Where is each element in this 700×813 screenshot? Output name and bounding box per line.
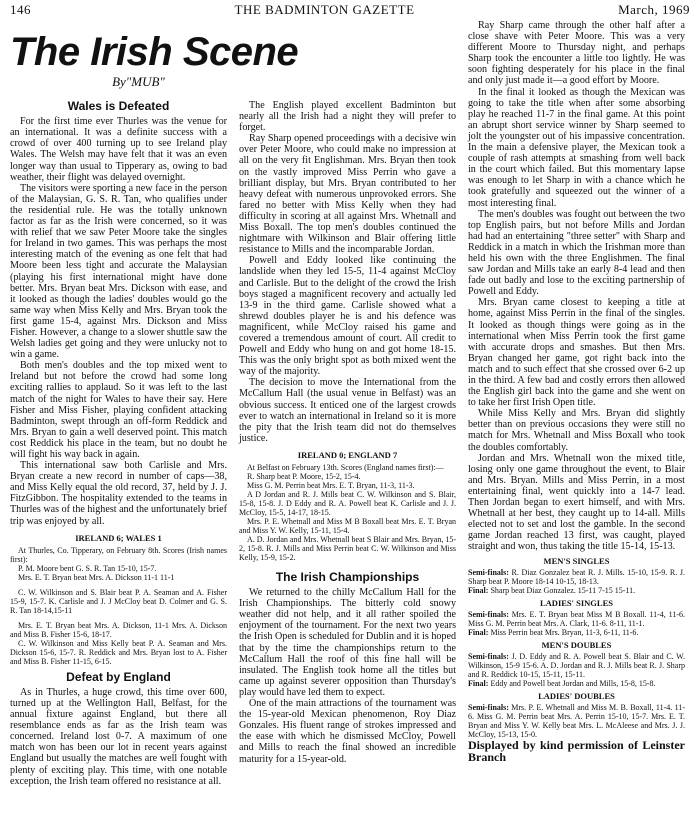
running-header: [10, 0, 690, 20]
section-heading-wales: Wales is Defeated: [67, 99, 170, 114]
column-middle: [239, 20, 456, 813]
credit-line: Displayed by kind permission of Leinster Branch: [468, 737, 685, 764]
column-right: [468, 20, 685, 813]
result-line: A. D. Jordan and Mrs. Whetnall beat S Blair and Mrs. Bryan, 15-2, 15-8. R. J. Mills and Miss Perrin beat C. W. Wilkinson and Miss Kelly, 15-9, 15-2.: [239, 535, 456, 562]
publication-name: THE BADMINTON GAZETTE: [234, 2, 415, 17]
score-heading: IRELAND 6; WALES 1: [75, 532, 162, 543]
paragraph: The visitors were sporting a new face in the person of the Malaysian, G. S. R. Tan, who qualifies under the residential rule. He was the totally unknown factor as far as the Irish were concerned, so it was with relief that we saw Peter Moore take the singles for Ireland in two games. This was perhaps the most interesting match of the evening as one felt that had Moore been less tight and accurate the Malaysian (playing his first international might have done better. Mrs. Bryan beat Mrs. Dickson with ease, and it looked as though the ladies' doubles would go the same way when Miss Kelly and Mrs. Bryan took the first game 15-4, against Mrs. Dickson and Miss Fisher. However, a change to a slower shuttle saw the Welsh ladies get going and they were unlucky not to win a game.: [10, 182, 227, 361]
issue-date: March, 1969: [618, 2, 690, 17]
result-line: Semi-finals: Mrs. E. T. Bryan beat Miss M B Boxall. 11-4, 11-6. Miss G. M. Perrin beat Mrs. A. Clark, 11-6. 8-11, 11-1.: [468, 609, 685, 628]
result-line: Semi-finals: Mrs. P. E. Whetnall and Miss M. B. Boxall, 11-4. 11-6. Miss G. M. Perrin beat Mrs. A. Perrin 15-10, 15-7. Mrs. E. T. Bryan and Miss Y. W. Kelly beat Mrs. L. McAleese and Mrs. J. J. McCloy, 15-13, 15-0.: [468, 702, 685, 739]
result-line: At Belfast on February 13th. Scores (England names first):—: [247, 463, 444, 472]
result-line: C. W. Wilkinson and S. Blair beat P. A. Seaman and A. Fisher 15-9, 15-7. K. Carlisle and J. J McCloy beat D. Colmer and G. S. R. Tan 18-14,15-11: [10, 587, 227, 615]
result-line: Mrs. E. T. Bryan beat Mrs. A. Dickson 11-1 11-1: [18, 572, 175, 582]
result-line: At Thurles, Co. Tipperary, on February 8th. Scores (Irish names first):: [10, 545, 227, 564]
paragraph: While Miss Kelly and Mrs. Bryan did slightly better than on previous occasions they were still no match for Mrs. Whetnall and Miss Boxall who took the doubles comfortably.: [468, 408, 685, 453]
paragraph: One of the main attractions of the tournament was the 15-year-old Mexican phenomenon, Roy Diaz Gonzales. His fluent range of strokes impressed and the ease with which he dismissed McCloy, Powell and Mills to reach the final showed an incredible maturity for a 15-year-old.: [239, 698, 456, 765]
paragraph: Mrs. Bryan came closest to keeping a title at home, against Miss Perrin in the final of the singles. It looked as though things were going as in the international when Miss Perrin took the first game with accurate drops and smashes. But then Mrs. Bryan changed her game, got right back into the match and to such effect that she crossed over 6-2 up in the third. A few bad and costly errors then allowed the English girl back into the game and she went on to take her first Irish Open title.: [468, 297, 685, 409]
paragraph: Ray Sharp opened proceedings with a decisive win over Peter Moore, who could make no impression at all on the very fit Englishman. Mrs. Bryan then took on the vastly improved Miss Perrin who gave a brilliant display, but Mrs. Bryan contributed to her heavy defeat with numerous unprovoked errors. She fared no better with Miss Kelly when they had difficulty in scoring at all against Mrs. Whetnall and Miss Boxall. The top men's doubles continued the nightmare with Wilkinson and Blair offering little resistance to Mills and the incomparable Jordan.: [239, 133, 456, 256]
paragraph: In the final it looked as though the Mexican was going to take the title when after some absorbing play he reached 11-7 in the final game. At this point an abrupt short service winner by Sharp seemed to jolt the youngster out of his impassive concentration. In the main a defensive player, the Mexican took a couple of rash attempts at smashing from well back in the court which failed. But this momentary lapse was enough to let Sharp in with a chance which he took gratefully and squeezed out the winner of a most interesting final.: [468, 86, 685, 209]
article-title: The Irish Scene: [10, 30, 299, 74]
paragraph: Both men's doubles and the top mixed went to Ireland but not before the crowd had some long exciting rallies to applaud. So it was left to the last match of the night for Wales to have their say. Here Fisher and Miss Fisher, playing confident attacking Badminton, swept through an off-form Reddick and Mrs. Bryan to gain a well deserved point. This match cost Reddick his place in the team, but no doubt he will fight his way back in again.: [10, 360, 227, 460]
championship-results: [468, 556, 685, 739]
paragraph: We returned to the chilly McCallum Hall for the Irish Championships. The bitterly cold snowy weather did not help, and it all rather spoiled the enjoyment of the tournament. For the next two years the Irish Open is scheduled for Dublin and it is hoped that by the time the championships return to the McCallum Hall the roof of this fine hall will be insulated. The English took home all the titles but came up against severer opposition than Thursday's play would have led them to expect.: [239, 587, 456, 698]
result-line: Semi-finals: J. D. Eddy and R. A. Powell beat S. Blair and C. W. Wilkinson, 15-9 15-6. A. D. Jordan and R. J. Mills beat R. J. Sharp and R. Reddick 10-15, 15-11, 15-11.: [468, 651, 686, 679]
article-columns: [10, 20, 690, 813]
paragraph: The men's doubles was fought out between the two top English pairs, but not before Mills and Jordan had had an entertaining "three setter" with Sharp and Reddick in a match in which the Irishman more than held his own with the three Englishmen. The final saw Jordan and Mills take an early 8-4 lead and then fade out badly and lose to the exciting partnership of Powell and Eddy.: [468, 208, 685, 298]
result-line: Miss G. M. Perrin beat Mrs. E. T. Bryan, 11-3, 11-3.: [247, 481, 415, 490]
column-left: [10, 20, 299, 813]
paragraph: Ray Sharp came through the other half after a close shave with Peter Moore. This was a very different Moore to Thursday night, and perhaps Sharp took the encounter a little too lightly. He was soon fighting desperately for his place in the final and only just made it—a good effort by Moore.: [468, 20, 685, 87]
result-line: Final: Sharp beat Diaz Gonzalez. 15-11 7-15 15-11.: [468, 585, 636, 595]
result-line: C. W. Wilkinson and Miss Kelly beat P. A. Seaman and Mrs. Dickson 15-6, 15-7. R. Reddick and Mrs. Bryan lost to A. Fisher and Miss B. Fisher 11-15, 6-15.: [10, 638, 227, 666]
paragraph: The decision to move the International from the McCallum Hall (the usual venue in Belfast) was an obvious success. It enticed one of the largest crowds ever to watch an international in Ireland so it is more the pity that the Irish team did not do themselves justice.: [239, 377, 456, 444]
event-heading: MEN'S DOUBLES: [541, 639, 612, 650]
score-heading: IRELAND 0; ENGLAND 7: [297, 449, 398, 460]
result-line: A D Jordan and R. J. Mills beat C. W. Wilkinson and S. Blair, 15-8, 15-8. J. D Eddy and R. A. Powell beat K. Carlisle and J. J. McCloy, 15-5, 14-17, 18-15.: [239, 490, 456, 517]
paragraph: This international saw both Carlisle and Mrs. Bryan create a new record in number of caps—38, and Miss Kelly equal the old record, 37, held by J. J. FitzGibbon. The hospitality extended to the teams in Thurles was of the highest and the unfortunately brief trip was enjoyed by all.: [10, 460, 227, 527]
event-heading: LADIES' DOUBLES: [538, 690, 615, 701]
match-results: [239, 463, 456, 562]
page-number: 146: [10, 2, 31, 17]
section-heading-championships: The Irish Championships: [275, 570, 420, 584]
paragraph: Jordan and Mrs. Whetnall won the mixed title, losing only one game throughout the event, to Blair and Mrs. Bryan. Mills and Miss Perrin, in a most entertaining final, went quickly into a 14-7 lead. Then Jordan began to exert himself, and with Mrs. Whetnall at her best, they caught up to 14-all. Mills elected not to set and lost the gamble. In the second game Jordan reached 13 first, was caught, played straight and won, thus taking the title 15-14, 15-13.: [468, 452, 685, 553]
event-heading: MEN'S SINGLES: [543, 555, 610, 566]
result-line: Mrs. E. T. Bryan beat Mrs. A. Dickson, 11-1 Mrs. A. Dickson and Miss B. Fisher 15-6, 18-17.: [10, 620, 227, 639]
result-line: Final: Eddy and Powell beat Jordan and Mills, 15-8, 15-8.: [468, 678, 656, 688]
paragraph: For the first time ever Thurles was the venue for an international. It was a definite success with a crowd of over 400 turning up to see Ireland play Wales. The Welsh may have felt that it was an even longer way than usual to Tipperary as, owing to bad weather, their flight was delayed overnight.: [10, 116, 227, 183]
match-results: [10, 546, 227, 666]
event-heading: LADIES' SINGLES: [540, 597, 613, 608]
paragraph: The English played excellent Badminton but nearly all the Irish had a night they will prefer to forget.: [239, 100, 456, 134]
result-line: Semi-finals: R. Diaz Gonzalez beat R. J. Mills. 15-10, 15-9. R. J. Sharp beat P. Moore 18-14 10-15, 18-13.: [468, 567, 685, 586]
result-line: Final: Miss Perrin beat Mrs. Bryan, 11-3, 6-11, 11-6.: [468, 627, 639, 637]
article-byline: By"MUB": [112, 74, 165, 89]
result-line: P. M. Moore bent G. S. R. Tan 15-10, 15-7.: [18, 563, 157, 573]
result-line: Mrs. P. E. Whetnall and Miss M B Boxall beat Mrs. E. T. Bryan and Miss Y. W. Kelly, 15-11, 15-4.: [239, 517, 456, 535]
paragraph: As in Thurles, a huge crowd, this time over 600, turned up at the Wellington Hall, Belfast, for the annual fixture against England, but there all resemblance ends as far as the Irish team was concerned. Ireland lost 0-7. A maximum of one match won has been our lot in recent years against England but usually the matches are well fought with plenty of exciting play. This time, with one notable exception, the Irish team offered no resistance at all.: [10, 686, 227, 787]
result-line: R. Sharp beat P. Moore, 15-2, 15-4.: [247, 472, 361, 481]
section-heading-england: Defeat by England: [66, 669, 171, 684]
paragraph: Powell and Eddy looked like continuing the landslide when they led 15-5, 11-4 against McCloy and Carlisle. But to the delight of the crowd the Irish boys staged a magnificent recovery and actually led 13-9 in the third game. Carlisle showed what a shrewd doubles player he is and his defence was magnificent, while McCloy raised his game and covered a tremendous amount of court. All credit to Powell and Eddy who hung on and got home 18-15. This was the only bright spot as both mixed went the way of the majority.: [239, 255, 456, 378]
